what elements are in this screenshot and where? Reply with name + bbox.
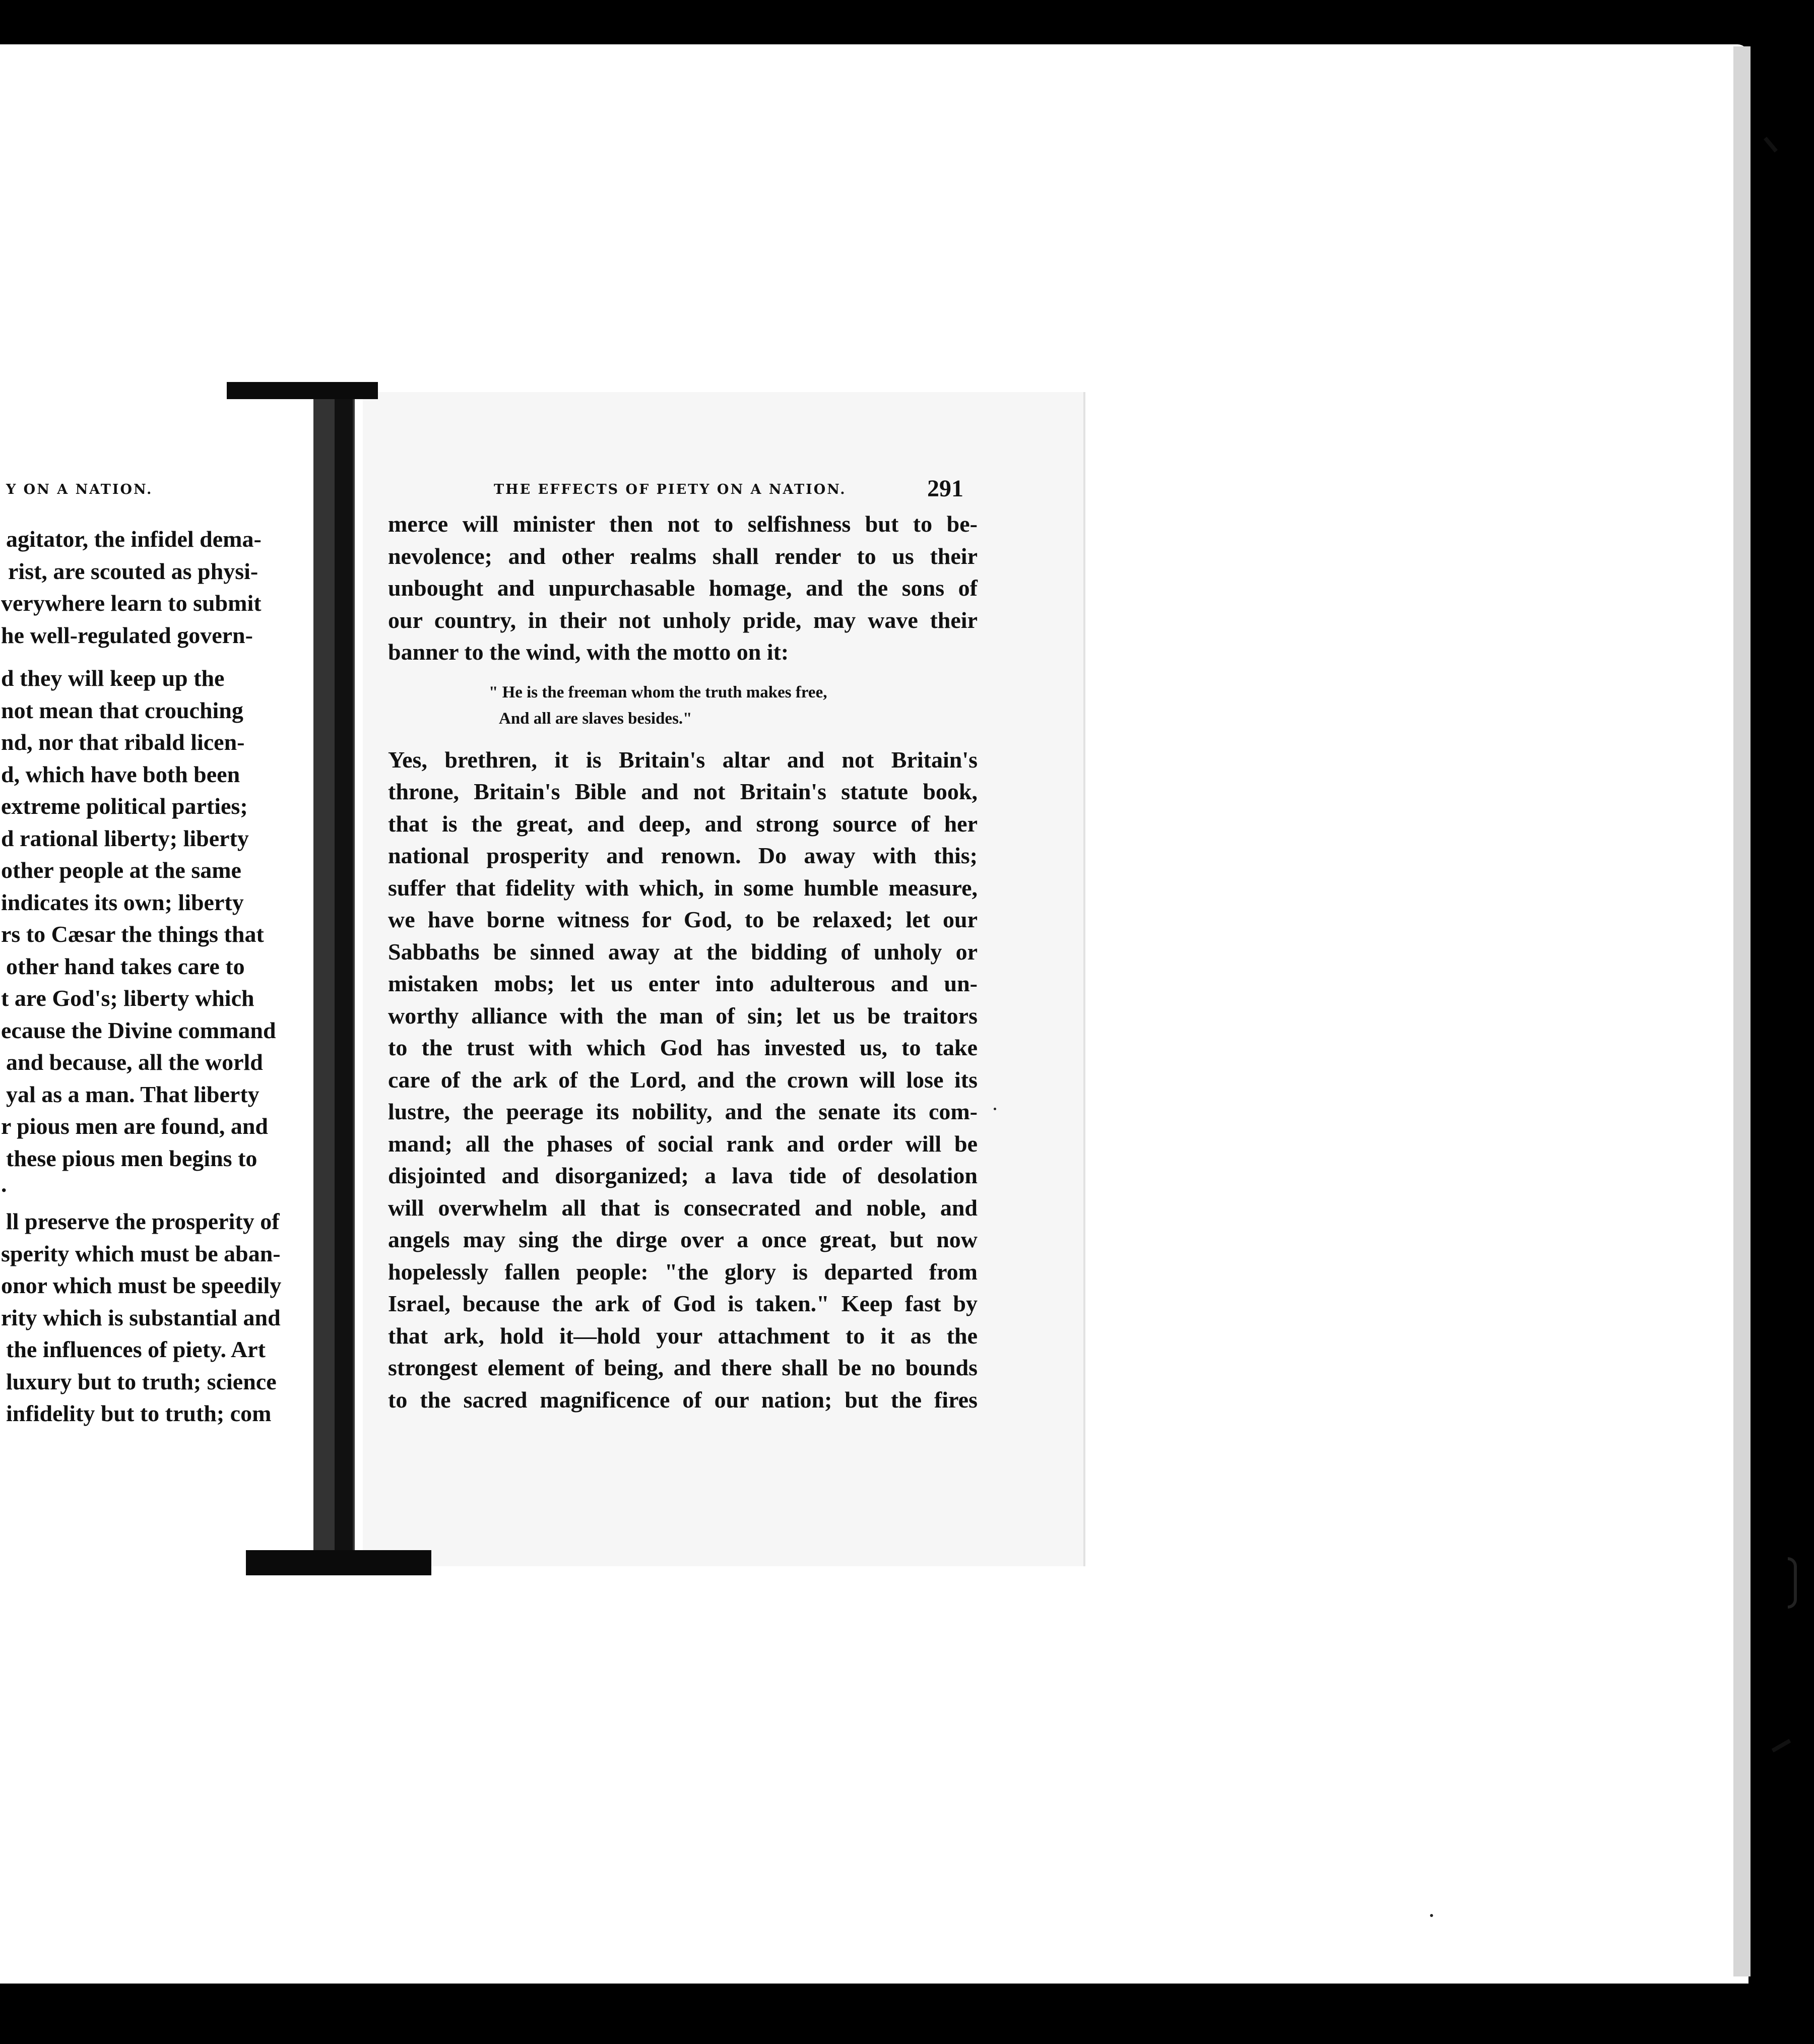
left-line: ll preserve the prosperity of	[6, 1208, 280, 1234]
margin-mark	[1764, 137, 1778, 152]
text-line: Yes, brethren, it is Britain's altar and not Britain's	[388, 746, 978, 773]
left-line: yal as a man. That liberty	[6, 1081, 260, 1107]
left-line: d they will keep up the	[1, 665, 225, 691]
text-line: suffer that fidelity with which, in some humble measure,	[388, 874, 978, 901]
left-line: d rational liberty; liberty	[1, 825, 249, 851]
text-line: worthy alliance with the man of sin; let us be traitors	[388, 1002, 978, 1029]
left-line: luxury but to truth; science	[6, 1368, 277, 1394]
left-line: infidelity but to truth; com	[6, 1400, 272, 1426]
text-line: to the trust with which God has invested us, to take	[388, 1035, 978, 1060]
scan-speck	[994, 1108, 996, 1110]
text-line: throne, Britain's Bible and not Britain's statute book,	[388, 779, 978, 804]
left-line: indicates its own; liberty	[1, 889, 244, 915]
left-line: not mean that crouching	[1, 697, 243, 723]
left-line: rs to Cæsar the things that	[1, 921, 264, 947]
text-line: care of the ark of the Lord, and the crown will lose its	[388, 1066, 978, 1093]
text-line: national prosperity and renown. Do away with this;	[388, 843, 978, 868]
text-line: disjointed and disorganized; a lava tide of desolation	[388, 1163, 978, 1188]
paragraph-2	[388, 744, 993, 1416]
left-page	[0, 44, 343, 1556]
text-line: that is the great, and deep, and strong source of her	[388, 810, 978, 837]
text-line: mistaken mobs; let us enter into adulterous and un-	[388, 971, 978, 996]
left-line: onor which must be speedily	[1, 1272, 282, 1298]
left-running-head: Y ON A NATION.	[6, 482, 153, 497]
left-line: verywhere learn to submit	[1, 590, 262, 616]
quote-line: And all are slaves besides."	[499, 709, 692, 728]
left-line: other people at the same	[1, 857, 241, 883]
text-line: nevolence; and other realms shall render to us their	[388, 543, 978, 569]
left-line: rist, are scouted as physi-	[8, 558, 258, 584]
text-line: hopelessly fallen people: "the glory is departed from	[388, 1258, 978, 1285]
right-page	[388, 473, 993, 1416]
verse-quote	[489, 679, 993, 732]
scan-sheet	[0, 44, 1748, 1984]
text-line: to the sacred magnificence of our nation; but the fires	[388, 1386, 978, 1413]
binding-bracket-top	[227, 382, 378, 399]
left-line: these pious men begins to	[6, 1145, 257, 1171]
left-line: the influences of piety. Art	[6, 1336, 266, 1362]
margin-mark	[1772, 1739, 1791, 1753]
text-line: lustre, the peerage its nobility, and the senate its com-	[388, 1099, 978, 1124]
left-line: sperity which must be aban-	[1, 1240, 281, 1266]
text-line: merce will minister then not to selfishness but to be-	[388, 511, 978, 537]
text-line: strongest element of being, and there shall be no bounds	[388, 1355, 978, 1380]
left-line: nd, nor that ribald licen-	[1, 729, 245, 755]
sheet-edge-shadow	[1733, 46, 1751, 1976]
left-line: ecause the Divine command	[1, 1017, 276, 1043]
page-number: 291	[927, 475, 963, 502]
text-line: banner to the wind, with the motto on it:	[388, 639, 789, 665]
left-line: and because, all the world	[6, 1049, 263, 1075]
left-line: t are God's; liberty which	[1, 985, 254, 1011]
margin-bracket-mark	[1788, 1557, 1797, 1609]
text-line: we have borne witness for God, to be relaxed; let our	[388, 907, 978, 932]
left-page-text	[0, 523, 343, 1430]
left-line: r pious men are found, and	[1, 1113, 268, 1139]
left-line: d, which have both been	[1, 761, 240, 787]
text-line: that ark, hold it—hold your attachment to it as the	[388, 1322, 978, 1349]
left-line: other hand takes care to	[6, 953, 245, 979]
binding-bracket-bottom	[246, 1550, 431, 1575]
left-line: extreme political parties;	[1, 793, 248, 819]
paragraph-1	[388, 508, 993, 668]
quote-line: " He is the freeman whom the truth makes free,	[489, 683, 827, 701]
text-line: unbought and unpurchasable homage, and the sons of	[388, 575, 978, 601]
running-head	[388, 473, 993, 508]
text-line: our country, in their not unholy pride, may wave their	[388, 607, 978, 633]
text-line: angels may sing the dirge over a once great, but now	[388, 1227, 978, 1252]
text-line: Sabbaths be sinned away at the bidding of unholy or	[388, 938, 978, 965]
left-line: agitator, the infidel dema-	[6, 526, 262, 552]
running-title: THE EFFECTS OF PIETY ON A NATION.	[494, 482, 847, 497]
left-line: .	[1, 1171, 7, 1197]
left-line: rity which is substantial and	[1, 1304, 281, 1330]
binding-gutter-shadow	[335, 397, 353, 1551]
text-line: Israel, because the ark of God is taken." Keep fast by	[388, 1291, 978, 1316]
left-line: he well-regulated govern-	[1, 622, 253, 648]
text-line: mand; all the phases of social rank and order will be	[388, 1130, 978, 1157]
scan-speck	[1430, 1914, 1433, 1917]
text-line: will overwhelm all that is consecrated and noble, and	[388, 1194, 978, 1221]
